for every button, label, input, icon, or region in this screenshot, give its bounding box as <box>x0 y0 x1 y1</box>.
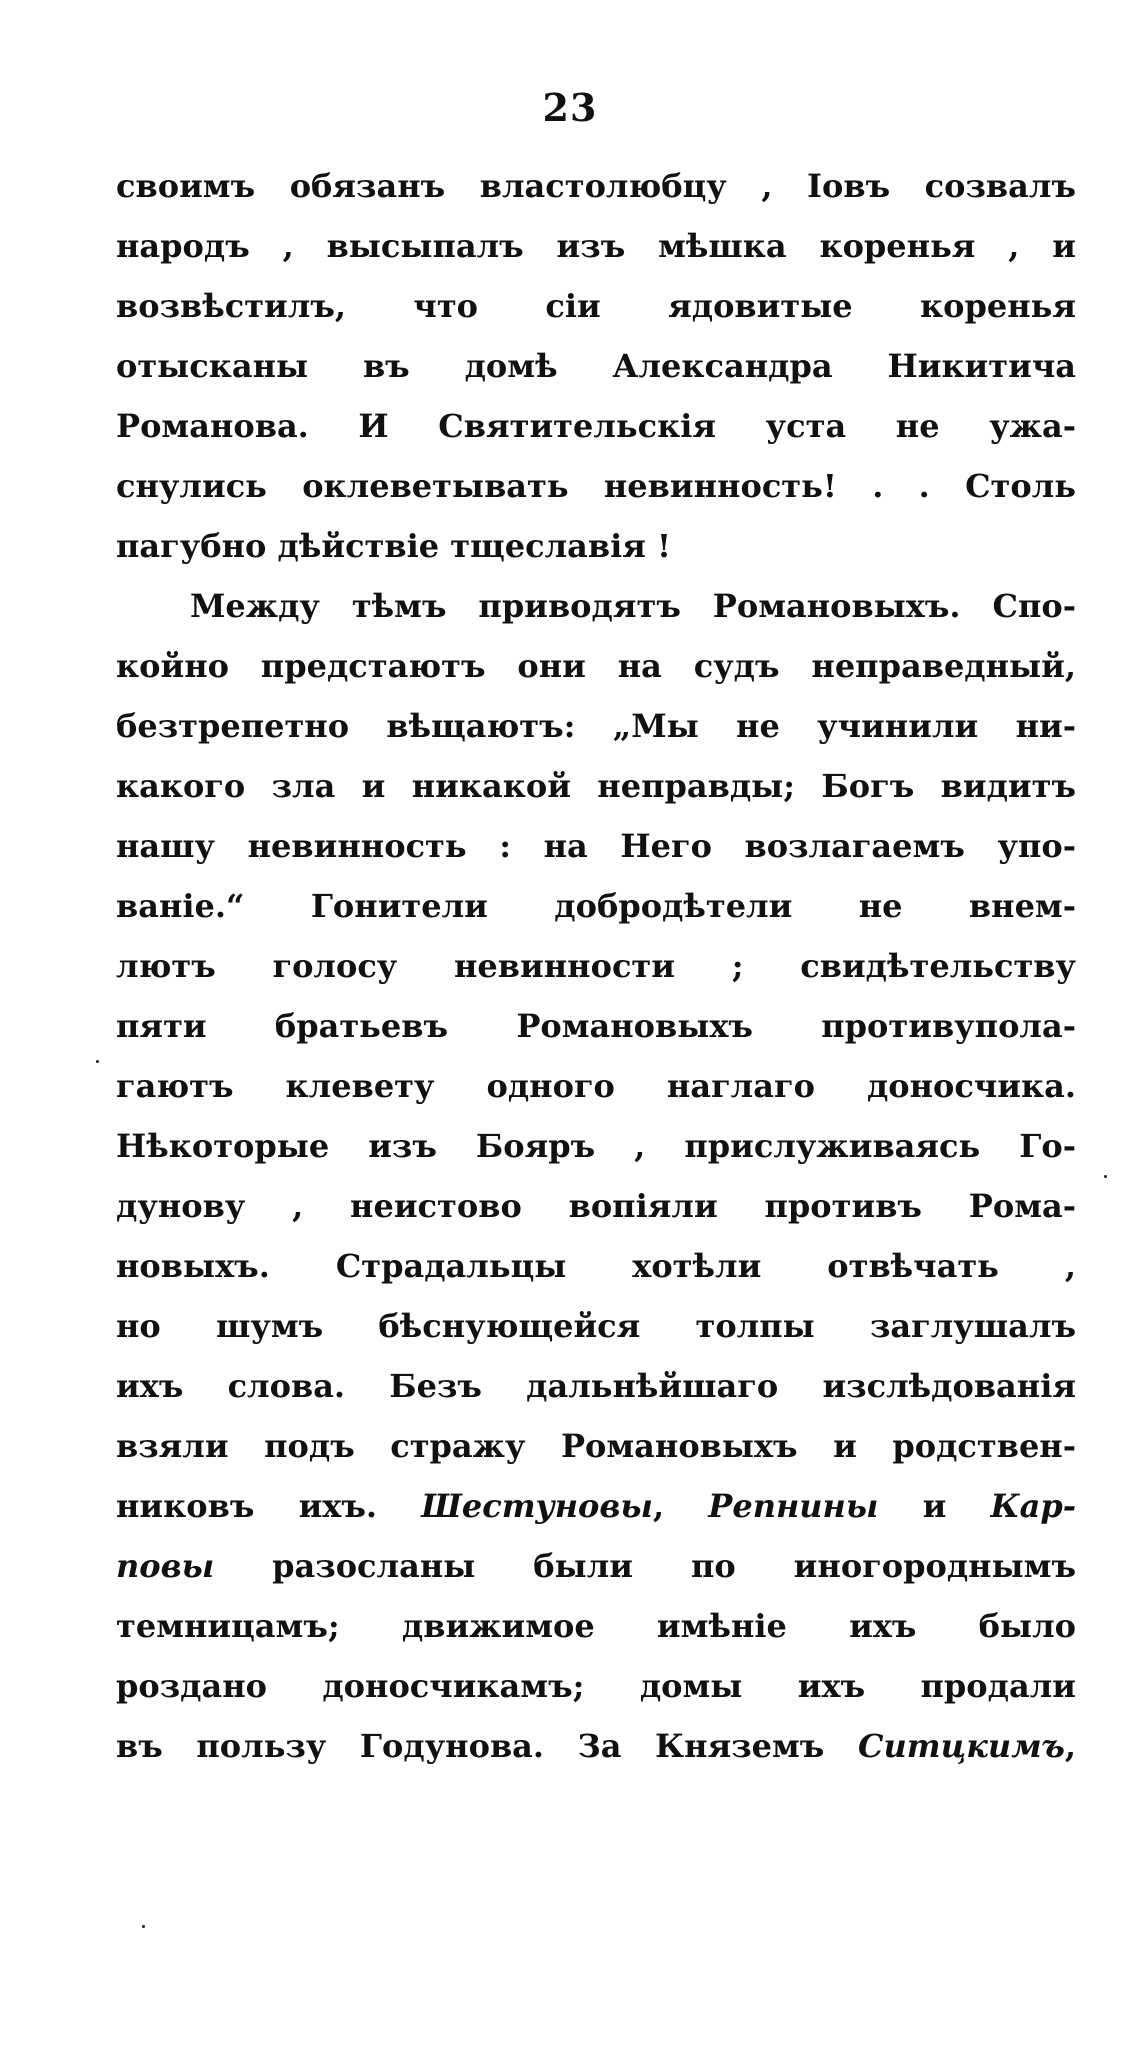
text-line: отысканы въ домѣ Александра Никитича <box>116 347 1076 385</box>
text-line: какого зла и никакой неправды; Богъ видитъ <box>116 767 1076 805</box>
text-line-with-names <box>116 1476 1076 1536</box>
text-line: возвѣстилъ, что сіи ядовитые коренья <box>116 287 1076 325</box>
text-line: ваніе.“ Гонители добродѣтели не внем- <box>116 887 1076 925</box>
text-line-with-names <box>116 1536 1076 1596</box>
italic-name: повы <box>116 1547 215 1585</box>
text-line: пагубно дѣйствіе тщеславія ! <box>116 527 672 565</box>
body-text <box>116 156 1076 1776</box>
line-text: никовъ ихъ. <box>116 1487 378 1525</box>
paper-speck <box>142 1925 145 1928</box>
text-line: пяти братьевъ Романовыхъ противупола- <box>116 1007 1076 1045</box>
text-line: снулись оклеветывать невинность! . . Столь <box>116 467 1076 505</box>
italic-name: Репнины <box>708 1487 879 1525</box>
text-line-with-names <box>116 1716 1076 1776</box>
line-text: разосланы были по иногороднымъ <box>272 1547 1076 1585</box>
italic-name: Кар- <box>990 1487 1076 1525</box>
text-line: лютъ голосу невинности ; свидѣтельству <box>116 947 1076 985</box>
text-line: но шумъ бѣснующейся толпы заглушалъ <box>116 1307 1076 1345</box>
conjunction: и <box>922 1487 947 1525</box>
text-line: темницамъ; движимое имѣніе ихъ было <box>116 1607 1076 1645</box>
text-line: нашу невинность : на Него возлагаемъ упо- <box>116 827 1076 865</box>
page-number: 23 <box>542 85 598 130</box>
text-line: Романова. И Святительскія уста не ужа- <box>116 407 1076 445</box>
text-line: койно предстаютъ они на судъ неправедный, <box>116 647 1076 685</box>
text-line: ихъ слова. Безъ дальнѣйшаго изслѣдованія <box>116 1367 1076 1405</box>
text-line: безтрепетно вѣщаютъ: „Мы не учинили ни- <box>116 707 1076 745</box>
italic-name: Ситцкимъ <box>857 1727 1065 1765</box>
punctuation: , <box>1064 1727 1076 1765</box>
text-line: роздано доносчикамъ; домы ихъ продали <box>116 1667 1076 1705</box>
italic-name: Шестуновы <box>421 1487 653 1525</box>
paper-speck <box>96 1060 99 1063</box>
text-line: взяли подъ стражу Романовыхъ и родствен- <box>116 1427 1076 1465</box>
line-text: въ пользу Годунова. За Княземъ <box>116 1727 825 1765</box>
text-line: Нѣкоторые изъ Бояръ , прислуживаясь Го- <box>116 1127 1076 1165</box>
text-line: своимъ обязанъ властолюбцу , Іовъ созвалъ <box>116 167 1076 205</box>
text-line: дунову , неистово вопіяли противъ Рома- <box>116 1187 1076 1225</box>
paragraph-start-line: Между тѣмъ приводятъ Романовыхъ. Спо- <box>190 587 1076 625</box>
paper-speck <box>1104 1175 1107 1178</box>
text-line: новыхъ. Страдальцы хотѣли отвѣчать , <box>116 1247 1076 1285</box>
text-line: гаютъ клевету одного наглаго доносчика. <box>116 1067 1076 1105</box>
text-line: народъ , высыпалъ изъ мѣшка коренья , и <box>116 227 1076 265</box>
punctuation: , <box>652 1487 665 1525</box>
